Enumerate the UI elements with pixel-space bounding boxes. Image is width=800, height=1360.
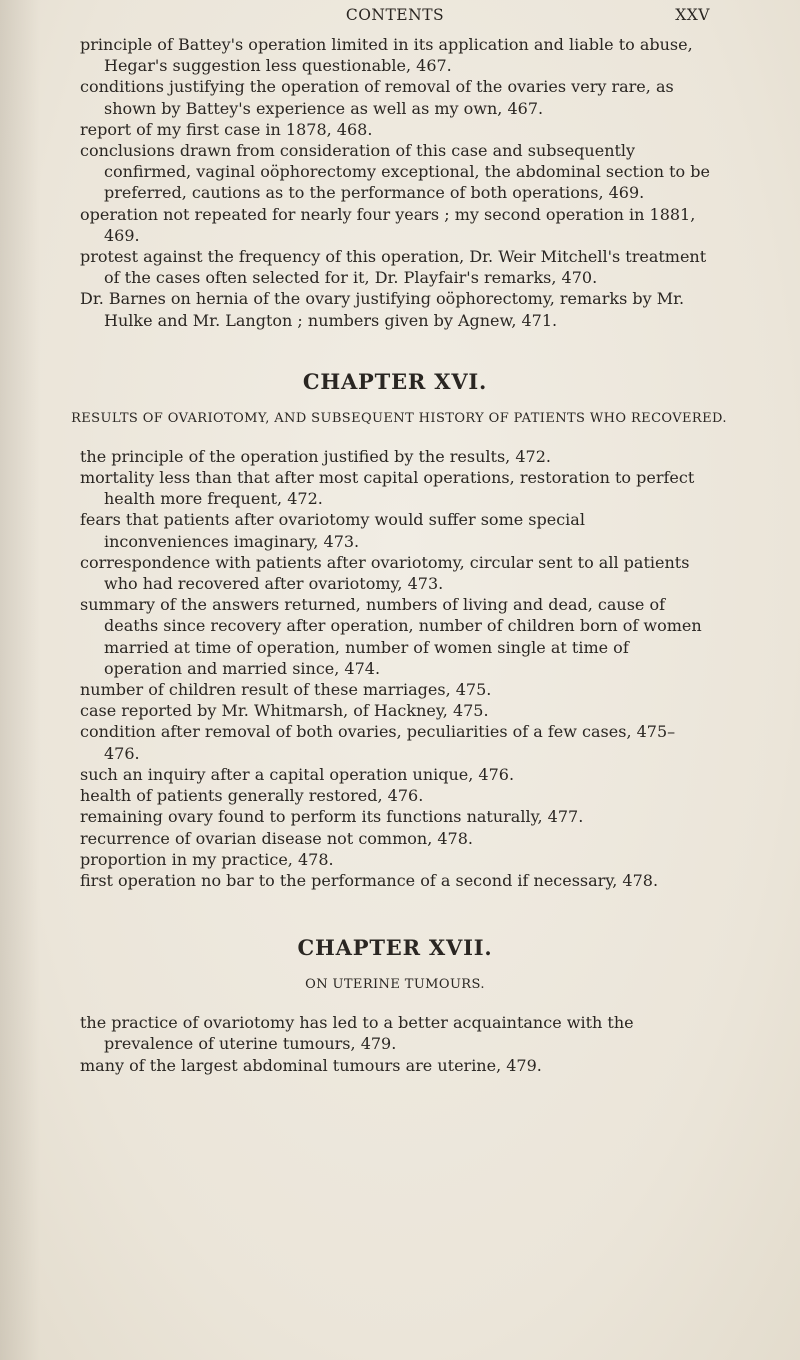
list-item: operation not repeated for nearly four years ; my second operation in 1881, 469. [80,204,696,245]
list-item: recurrence of ovarian disease not common, 478. [80,828,473,848]
list-item: mortality less than that after most capital operations, restoration to perfect health more frequent, 472. [80,468,695,509]
list-item: proportion in my practice, 478. [80,849,334,869]
list-item: correspondence with patients after ovariotomy, circular sent to all patients who had recovered after ovariotomy, 473. [80,552,690,594]
list-item: conclusions drawn from consideration of this case and subsequently confirmed, vaginal oöphorectomy exceptional, the abdominal section to be preferred, cautions as to the performance of both operations, 469. [80,141,710,203]
chapter-17-subtitle: ON UTERINE TUMOURS. [305,977,485,993]
list-item: summary of the answers returned, numbers of living and dead, cause of deaths since recovery after operation, number of children born of women married at time of operation, number of women single at time of operation and married since, 474. [80,595,702,678]
list-item: first operation no bar to the performance of a second if necessary, 478. [80,870,659,890]
running-head-title: CONTENTS [345,6,445,24]
list-item: fears that patients after ovariotomy would suffer some special inconveniences imaginary, 473. [80,510,585,551]
list-item: conditions justifying the operation of removal of the ovaries very rare, as shown by Battey's experience as well as my own, 467. [80,77,674,118]
list-item: principle of Battey's operation limited in its application and liable to abuse, Hegar's suggestion less questionable, 467. [80,35,693,76]
running-head [80,4,710,34]
continued-entries-list [80,34,710,331]
list-item: such an inquiry after a capital operation unique, 476. [80,764,515,784]
list-item: Dr. Barnes on hernia of the ovary justifying oöphorectomy, remarks by Mr. Hulke and Mr. Langton ; numbers given by Agnew, 471. [80,289,685,330]
list-item: number of children result of these marriages, 475. [80,680,492,700]
chapter-16-subtitle: RESULTS OF OVARIOTOMY, AND SUBSEQUENT HISTORY OF PATIENTS WHO RECOVERED. [71,410,727,426]
chapter-17-entries-list [80,1012,710,1076]
list-item: case reported by Mr. Whitmarsh, of Hackney, 475. [80,701,489,721]
chapter-16-entries-list [80,446,710,891]
list-item: report of my first case in 1878, 468. [80,119,373,139]
list-item: the principle of the operation justified by the results, 472. [80,446,551,466]
chapter-17-heading: CHAPTER XVII. [297,935,493,961]
chapter-16-heading: CHAPTER XVI. [302,368,488,394]
list-item: protest against the frequency of this operation, Dr. Weir Mitchell's treatment of the cases often selected for it, Dr. Playfair's remarks, 470. [80,247,707,288]
list-item: many of the largest abdominal tumours are uterine, 479. [80,1055,542,1075]
list-item: remaining ovary found to perform its functions naturally, 477. [80,807,584,827]
page-number: XXV [675,6,710,24]
list-item: the practice of ovariotomy has led to a better acquaintance with the prevalence of uterine tumours, 479. [80,1013,634,1054]
list-item: condition after removal of both ovaries, peculiarities of a few cases, 475–476. [80,722,676,763]
list-item: health of patients generally restored, 476. [80,786,424,806]
